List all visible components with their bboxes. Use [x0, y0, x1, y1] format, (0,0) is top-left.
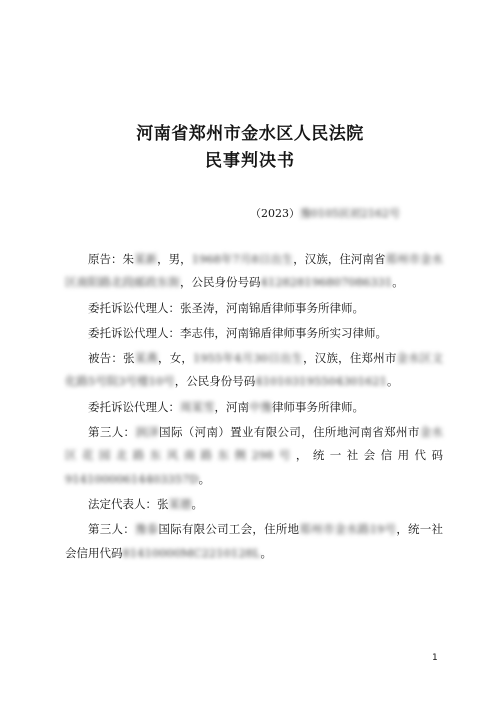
- court-name: 河南省郑州市金水区人民法院: [136, 124, 364, 144]
- redacted-address: 金水区花园北路东风南路东侧298号: [65, 425, 444, 463]
- redacted-name: 豫泰: [134, 522, 159, 537]
- redacted-id: 412828196807086331: [260, 275, 393, 290]
- document-body: [65, 248, 443, 565]
- agent-paragraph-3: 委托诉讼代理人：周某雪，河南中豫律师事务所律师。: [88, 399, 364, 414]
- case-number-redacted: 豫0105民初2162号: [300, 207, 400, 220]
- redacted-name: 周某雪: [180, 399, 215, 414]
- redacted-address: 金水区文化路5号院3号楼10号: [65, 351, 444, 389]
- redacted-firm: 中豫: [249, 399, 272, 414]
- page-number: 1: [432, 653, 438, 663]
- third-party-paragraph-1: 第三人：润泽国际（河南）置业有限公司，住所地河南省郑州市金水区花园北路东风南路东侧298号，统一社会信用代码91410000614403357D。: [65, 425, 444, 486]
- agent-paragraph-1: 委托诉讼代理人：张圣涛，河南锦盾律师事务所律师。: [88, 300, 364, 315]
- redacted-name: 某燕: [134, 351, 159, 366]
- redacted-name: 某德: [168, 496, 192, 511]
- redacted-id: 410103195504301621: [255, 374, 387, 389]
- redacted-id: 91410000614403357D: [65, 471, 199, 486]
- redacted-birth: 1968年7月8日出生: [191, 252, 294, 266]
- plaintiff-paragraph: 原告：朱某新，男，1968年7月8日出生，汉族，住河南省郑州市金水区南阳路北段邮政东街，公民身份号码412828196807086331。: [65, 252, 444, 290]
- redacted-name: 某新: [134, 252, 158, 266]
- redacted-address: 郑州市金水路19号: [299, 522, 397, 537]
- redacted-name: 润泽: [135, 425, 160, 440]
- document-type: 民事判决书: [205, 151, 295, 171]
- redacted-id: 81410000MC2210128L: [122, 545, 261, 560]
- defendant-paragraph: 被告：张某燕，女，1955年4月30日出生，汉族，住郑州市金水区文化路5号院3号楼10号，公民身份号码410103195504301621。: [65, 351, 444, 389]
- redacted-address: 郑州市金水区南阳路北段邮政东街: [65, 252, 444, 290]
- legal-representative-paragraph: 法定代表人：张某德。: [88, 496, 203, 511]
- case-number: [250, 205, 400, 221]
- case-year: （2023）: [250, 207, 300, 220]
- redacted-birth: 1955年4月30日出生: [193, 351, 304, 366]
- agent-paragraph-2: 委托诉讼代理人：李志伟，河南锦盾律师事务所实习律师。: [88, 325, 387, 340]
- third-party-paragraph-2: 第三人：豫泰国际有限公司工会，住所地郑州市金水路19号，统一社会信用代码81410000MC2210128L。: [65, 522, 444, 560]
